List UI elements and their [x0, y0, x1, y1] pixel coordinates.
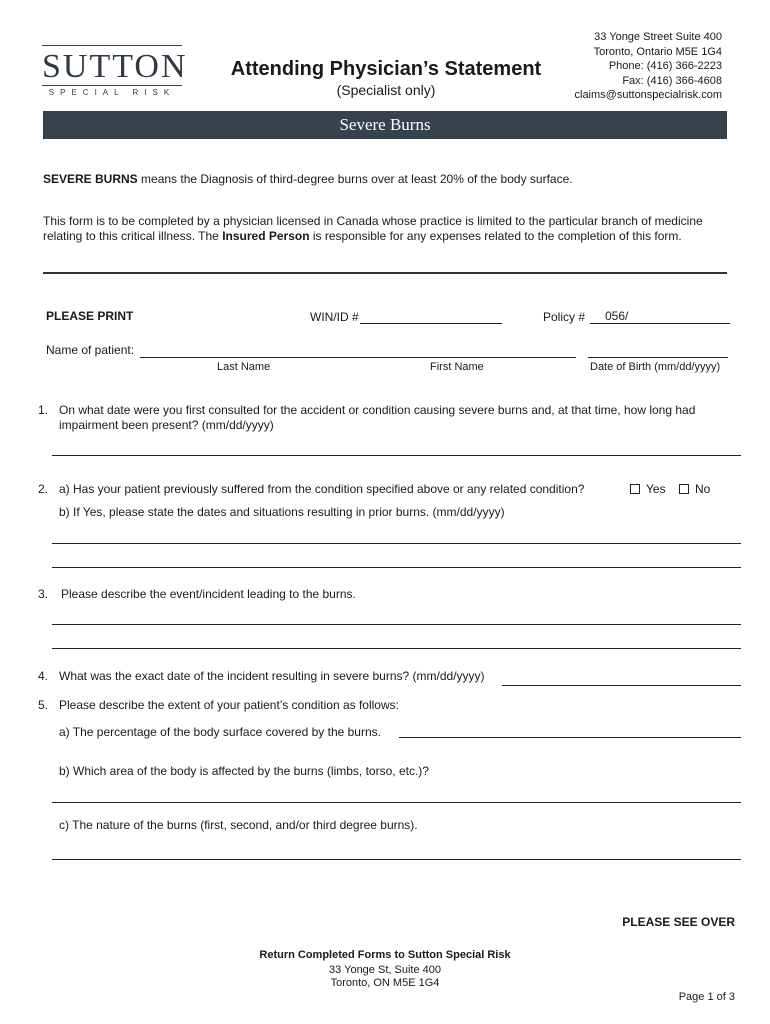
return-forms-heading: Return Completed Forms to Sutton Special Risk [259, 949, 511, 961]
form-title: Attending Physician’s Statement [230, 58, 542, 80]
question-5c-underline [52, 859, 741, 860]
question-3-text: Please describe the event/incident leading to the burns. [61, 587, 356, 601]
address-line: Toronto, Ontario M5E 1G4 [593, 45, 722, 58]
question-4-input[interactable] [504, 668, 738, 684]
no-label: No [695, 482, 711, 496]
question-5b-underline [52, 802, 741, 803]
question-2b-underline-2 [52, 567, 741, 568]
first-name-caption: First Name [430, 361, 484, 373]
definition-term: SEVERE BURNS [43, 172, 138, 186]
section-banner [43, 111, 727, 139]
address-line: 33 Yonge Street Suite 400 [594, 31, 722, 43]
company-address [575, 30, 723, 103]
question-5b-input[interactable] [54, 785, 738, 801]
question-4-underline [502, 685, 741, 686]
question-5c-text: c) The nature of the burns (first, second, and/or third degree burns). [59, 818, 418, 832]
question-3-input-line-1[interactable] [54, 607, 738, 623]
return-address-line-1: 33 Yonge St, Suite 400 [329, 964, 441, 976]
question-3-input-line-2[interactable] [54, 632, 738, 648]
policy-input[interactable] [605, 308, 727, 324]
question-2b-input-line-1[interactable] [54, 527, 738, 543]
please-print-label: PLEASE PRINT [46, 309, 134, 323]
phone-line: Phone: (416) 366-2223 [608, 60, 722, 72]
policy-label: Policy # [543, 310, 586, 324]
question-5a-text: a) The percentage of the body surface covered by the burns. [59, 725, 381, 739]
date-of-birth-caption: Date of Birth (mm/dd/yyyy) [590, 361, 721, 373]
question-5c-input[interactable] [54, 842, 738, 858]
insured-person-term: Insured Person [222, 229, 310, 243]
question-1-input[interactable] [54, 438, 738, 454]
instructions-text-c: is responsible for any expenses related to the completion of this form. [309, 229, 682, 243]
section-divider [43, 272, 727, 274]
question-2b-input-line-2[interactable] [54, 551, 738, 567]
yes-checkbox[interactable] [630, 484, 640, 494]
win-id-input[interactable] [362, 308, 500, 324]
question-5-text: Please describe the extent of your patient’s condition as follows: [59, 698, 399, 712]
yes-label: Yes [646, 482, 666, 496]
patient-name-label: Name of patient: [46, 343, 135, 357]
question-5b-text: b) Which area of the body is affected by the burns (limbs, torso, etc.)? [59, 764, 429, 778]
last-name-caption: Last Name [217, 361, 271, 373]
definition-paragraph [43, 172, 733, 187]
question-5-number: 5. [38, 698, 49, 712]
question-2a-text: a) Has your patient previously suffered from the condition specified above or any related condition? [59, 482, 585, 496]
question-2b-underline-1 [52, 543, 741, 544]
no-checkbox[interactable] [679, 484, 689, 494]
patient-name-underline [140, 357, 576, 358]
date-of-birth-underline [588, 357, 728, 358]
question-1-number: 1. [38, 403, 49, 417]
banner-title: Severe Burns [339, 115, 431, 134]
question-5a-underline [399, 737, 741, 738]
question-3-number: 3. [38, 587, 49, 601]
question-3-underline-1 [52, 624, 741, 625]
patient-name-input[interactable] [142, 341, 574, 357]
logo-rule-top [42, 45, 182, 46]
company-logo: SUTTON [42, 48, 188, 85]
logo-rule-bottom [42, 85, 182, 86]
question-2b-text: b) If Yes, please state the dates and situations resulting in prior burns. (mm/dd/yyyy) [59, 505, 505, 519]
page-number: Page 1 of 3 [678, 991, 735, 1003]
instructions-text-a: This form is to be completed by a physician licensed in Canada whose practice is limited to the particular branch of medicine relating to this critical illness. The [43, 214, 703, 243]
policy-underline [590, 323, 730, 324]
logo-subtitle: SPECIAL RISK [48, 88, 176, 97]
please-see-over-label: PLEASE SEE OVER [622, 915, 735, 929]
question-4-text: What was the exact date of the incident resulting in severe burns? (mm/dd/yyyy) [59, 669, 485, 683]
no-option[interactable] [679, 482, 710, 496]
return-address-line-2: Toronto, ON M5E 1G4 [330, 977, 440, 989]
question-1-text: On what date were you first consulted for the accident or condition causing severe burns and, at that time, how long had impairment been present? (mm/dd/yyyy) [59, 403, 696, 432]
email-line: claims@suttonspecialrisk.com [574, 89, 722, 101]
fax-line: Fax: (416) 366-4608 [622, 74, 722, 87]
question-3-underline-2 [52, 648, 741, 649]
form-subtitle: (Specialist only) [336, 82, 436, 98]
instructions-paragraph [43, 214, 715, 244]
question-4-number: 4. [38, 669, 49, 683]
win-id-underline [360, 323, 502, 324]
question-2-number: 2. [38, 482, 49, 496]
win-id-label: WIN/ID # [310, 310, 359, 324]
question-1-underline [52, 455, 741, 456]
definition-text: means the Diagnosis of third-degree burns over at least 20% of the body surface. [137, 172, 573, 186]
yes-option[interactable] [630, 482, 666, 496]
date-of-birth-input[interactable] [590, 341, 726, 357]
